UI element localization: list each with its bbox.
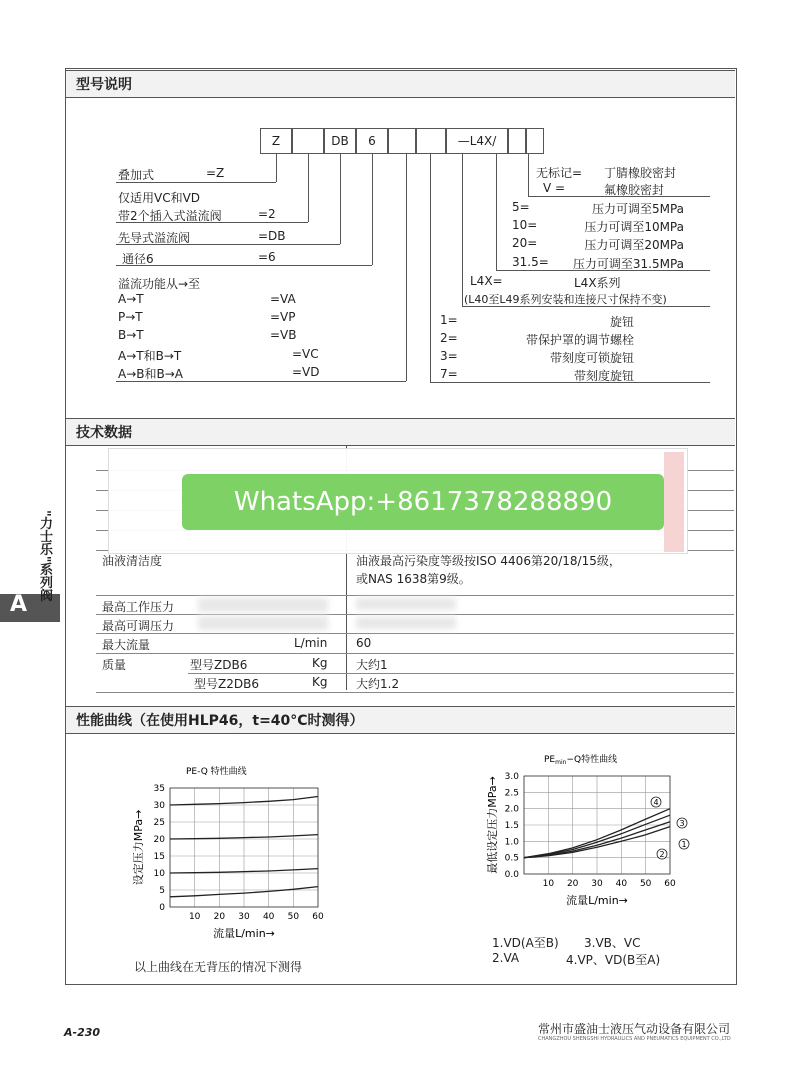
overlay-edge xyxy=(664,452,684,552)
ytick-2: 10 xyxy=(153,869,165,879)
section-perf-header: 性能曲线（在使用HLP46，t=40°C时测得） xyxy=(66,706,735,734)
tech-clean-value: 油液最高污染度等级按ISO 4406第20/18/15级， xyxy=(356,554,621,568)
series-note: (L40至L49系列安装和连接尺寸保持不变) xyxy=(464,293,667,306)
adjust-key-2: 3= xyxy=(440,349,458,363)
tech-mass-value2: 大约1.2 xyxy=(356,677,400,691)
y-axis-label: 设定压力MPa→ xyxy=(132,809,145,886)
code-box-5 xyxy=(416,128,446,154)
model-vcvd-label: 仅适用VC和VD xyxy=(118,191,201,205)
series-key: L4X= xyxy=(470,274,503,288)
page-number: A-230 xyxy=(64,1026,101,1039)
code-box-7 xyxy=(508,128,526,154)
chart-title: $PE_{min}-Q$特性曲线 xyxy=(544,755,618,766)
chart1-caption: 以上曲线在无背压的情况下测得 xyxy=(134,960,303,974)
series-val: L4X系列 xyxy=(574,276,621,290)
tech-clean-label: 油液清洁度 xyxy=(102,554,163,568)
chart-title: PE-Q 特性曲线 xyxy=(186,767,247,777)
xtick-1: 20 xyxy=(566,879,579,889)
pressure-val-3: 压力可调至31.5MPa xyxy=(572,257,684,271)
model-z-label: 叠加式 xyxy=(118,168,155,182)
function-val-3: =VC xyxy=(292,347,319,361)
ytick-0: 0.0 xyxy=(504,870,519,880)
ytick-4: 2.0 xyxy=(504,804,519,815)
pressure-val-0: 压力可调至5MPa xyxy=(591,202,684,216)
adjust-val-1: 带保护罩的调节螺栓 xyxy=(525,333,634,347)
adjust-val-3: 带刻度旋钮 xyxy=(573,369,634,383)
xtick-4: 50 xyxy=(287,912,300,922)
ytick-6: 30 xyxy=(153,801,165,811)
xtick-5: 60 xyxy=(312,912,324,922)
adjust-key-0: 1= xyxy=(440,313,458,327)
xtick-2: 30 xyxy=(238,912,250,922)
seal-none-key: 无标记= xyxy=(536,166,583,180)
adjust-val-2: 带刻度可锁旋钮 xyxy=(549,351,634,365)
xtick-3: 40 xyxy=(262,912,275,922)
pressure-key-0: 5= xyxy=(512,200,530,214)
code-box-1 xyxy=(292,128,324,154)
ytick-3: 1.5 xyxy=(504,821,519,831)
tech-max-adj-label: 最高可调压力 xyxy=(102,619,175,633)
model-2-label: 带2个插入式溢流阀 xyxy=(118,209,222,223)
function-val-4: =VD xyxy=(292,365,320,379)
tech-max-flow-unit: L/min xyxy=(294,636,328,650)
code-box-8 xyxy=(526,128,544,154)
series-label-1: 1 xyxy=(681,840,687,849)
xtick-4: 50 xyxy=(639,879,652,889)
function-key-3: A→T和B→T xyxy=(118,349,182,363)
function-val-2: =VB xyxy=(270,328,297,342)
model-6-label: 通径6 xyxy=(122,252,154,266)
code-box-2: DB xyxy=(324,128,356,154)
ytick-3: 15 xyxy=(153,852,165,862)
xtick-2: 30 xyxy=(591,879,603,889)
adjust-key-3: 7= xyxy=(440,367,458,381)
seal-none-val: 丁腈橡胶密封 xyxy=(604,166,677,180)
ytick-5: 25 xyxy=(153,818,165,828)
pressure-key-1: 10= xyxy=(512,218,538,232)
function-key-0: A→T xyxy=(118,292,144,306)
function-title: 溢流功能从→至 xyxy=(118,277,201,291)
ytick-7: 35 xyxy=(153,784,165,794)
xtick-5: 60 xyxy=(664,879,676,889)
ytick-1: 5 xyxy=(159,886,165,896)
code-box-0: Z xyxy=(260,128,292,154)
section-tech-header: 技术数据 xyxy=(66,418,735,446)
company-name-en: CHANGZHOU SHENGSHI HYDRAULICS AND PNEUMATICS EQUIPMENT CO.,LTD xyxy=(538,1036,731,1042)
function-key-4: A→B和B→A xyxy=(118,367,183,381)
ytick-4: 20 xyxy=(153,835,165,845)
code-box-6: —L4X/ xyxy=(446,128,508,154)
model-6-code: =6 xyxy=(258,250,276,264)
y-axis-label: 最低设定压力MPa→ xyxy=(486,776,499,874)
function-key-2: B→T xyxy=(118,328,144,342)
legend-4: 4.VP、VD(B至A) xyxy=(566,953,661,967)
series-label-3: 3 xyxy=(679,819,685,828)
function-val-0: =VA xyxy=(270,292,296,306)
seal-v-key: V = xyxy=(543,181,566,195)
xtick-0: 10 xyxy=(188,912,201,922)
section-model-header: 型号说明 xyxy=(66,70,735,98)
x-axis-label: 流量L/min→ xyxy=(566,894,628,907)
model-z-code: =Z xyxy=(206,166,225,180)
xtick-0: 10 xyxy=(542,879,555,889)
tech-mass-unit1: Kg xyxy=(312,656,328,670)
tech-mass-value1: 大约1 xyxy=(356,658,388,672)
legend-2: 2.VA xyxy=(492,951,520,965)
whatsapp-banner: WhatsApp:+8617378288890 xyxy=(182,474,664,530)
function-val-1: =VP xyxy=(270,310,296,324)
pemin-q-chart xyxy=(470,748,710,918)
legend-1: 1.VD(A至B) xyxy=(492,936,559,950)
tech-mass-unit2: Kg xyxy=(312,675,328,689)
adjust-val-0: 旋钮 xyxy=(609,315,634,329)
seal-v-val: 氟橡胶密封 xyxy=(604,183,665,197)
legend-3: 3.VB、VC xyxy=(584,936,641,950)
pe-q-chart xyxy=(120,752,350,942)
tech-max-flow-value: 60 xyxy=(356,636,372,650)
tech-max-work-label: 最高工作压力 xyxy=(102,600,175,614)
code-box-3: 6 xyxy=(356,128,388,154)
tech-max-flow-label: 最大流量 xyxy=(102,638,151,652)
model-db-label: 先导式溢流阀 xyxy=(118,231,191,245)
series-label-4: 4 xyxy=(653,798,659,807)
function-key-1: P→T xyxy=(118,310,143,324)
tech-mass-z2db6: 型号Z2DB6 xyxy=(194,677,259,691)
model-db-code: =DB xyxy=(258,229,286,243)
ytick-2: 1.0 xyxy=(504,837,519,848)
ytick-5: 2.5 xyxy=(504,788,519,799)
pressure-val-1: 压力可调至10MPa xyxy=(584,220,684,234)
company-name: 常州市盛油士液压气动设备有限公司 xyxy=(538,1022,731,1036)
x-axis-label: 流量L/min→ xyxy=(213,927,275,940)
model-2-code: =2 xyxy=(258,207,276,221)
ytick-6: 3.0 xyxy=(504,772,519,782)
code-box-4 xyxy=(388,128,416,154)
tech-clean-value2: 或NAS 1638第9级。 xyxy=(356,572,471,586)
side-text: "力士乐"系列阀 xyxy=(37,510,52,602)
xtick-3: 40 xyxy=(615,879,628,889)
pressure-key-2: 20= xyxy=(512,236,538,250)
pressure-val-2: 压力可调至20MPa xyxy=(584,238,684,252)
series-label-2: 2 xyxy=(659,850,665,859)
xtick-1: 20 xyxy=(213,912,226,922)
tech-mass-label: 质量 xyxy=(102,658,127,672)
adjust-key-1: 2= xyxy=(440,331,458,345)
ytick-1: 0.5 xyxy=(504,853,519,864)
side-letter: A xyxy=(10,592,28,617)
pressure-key-3: 31.5= xyxy=(512,255,549,269)
ytick-0: 0 xyxy=(159,903,165,913)
tech-mass-zdb6: 型号ZDB6 xyxy=(190,658,248,672)
